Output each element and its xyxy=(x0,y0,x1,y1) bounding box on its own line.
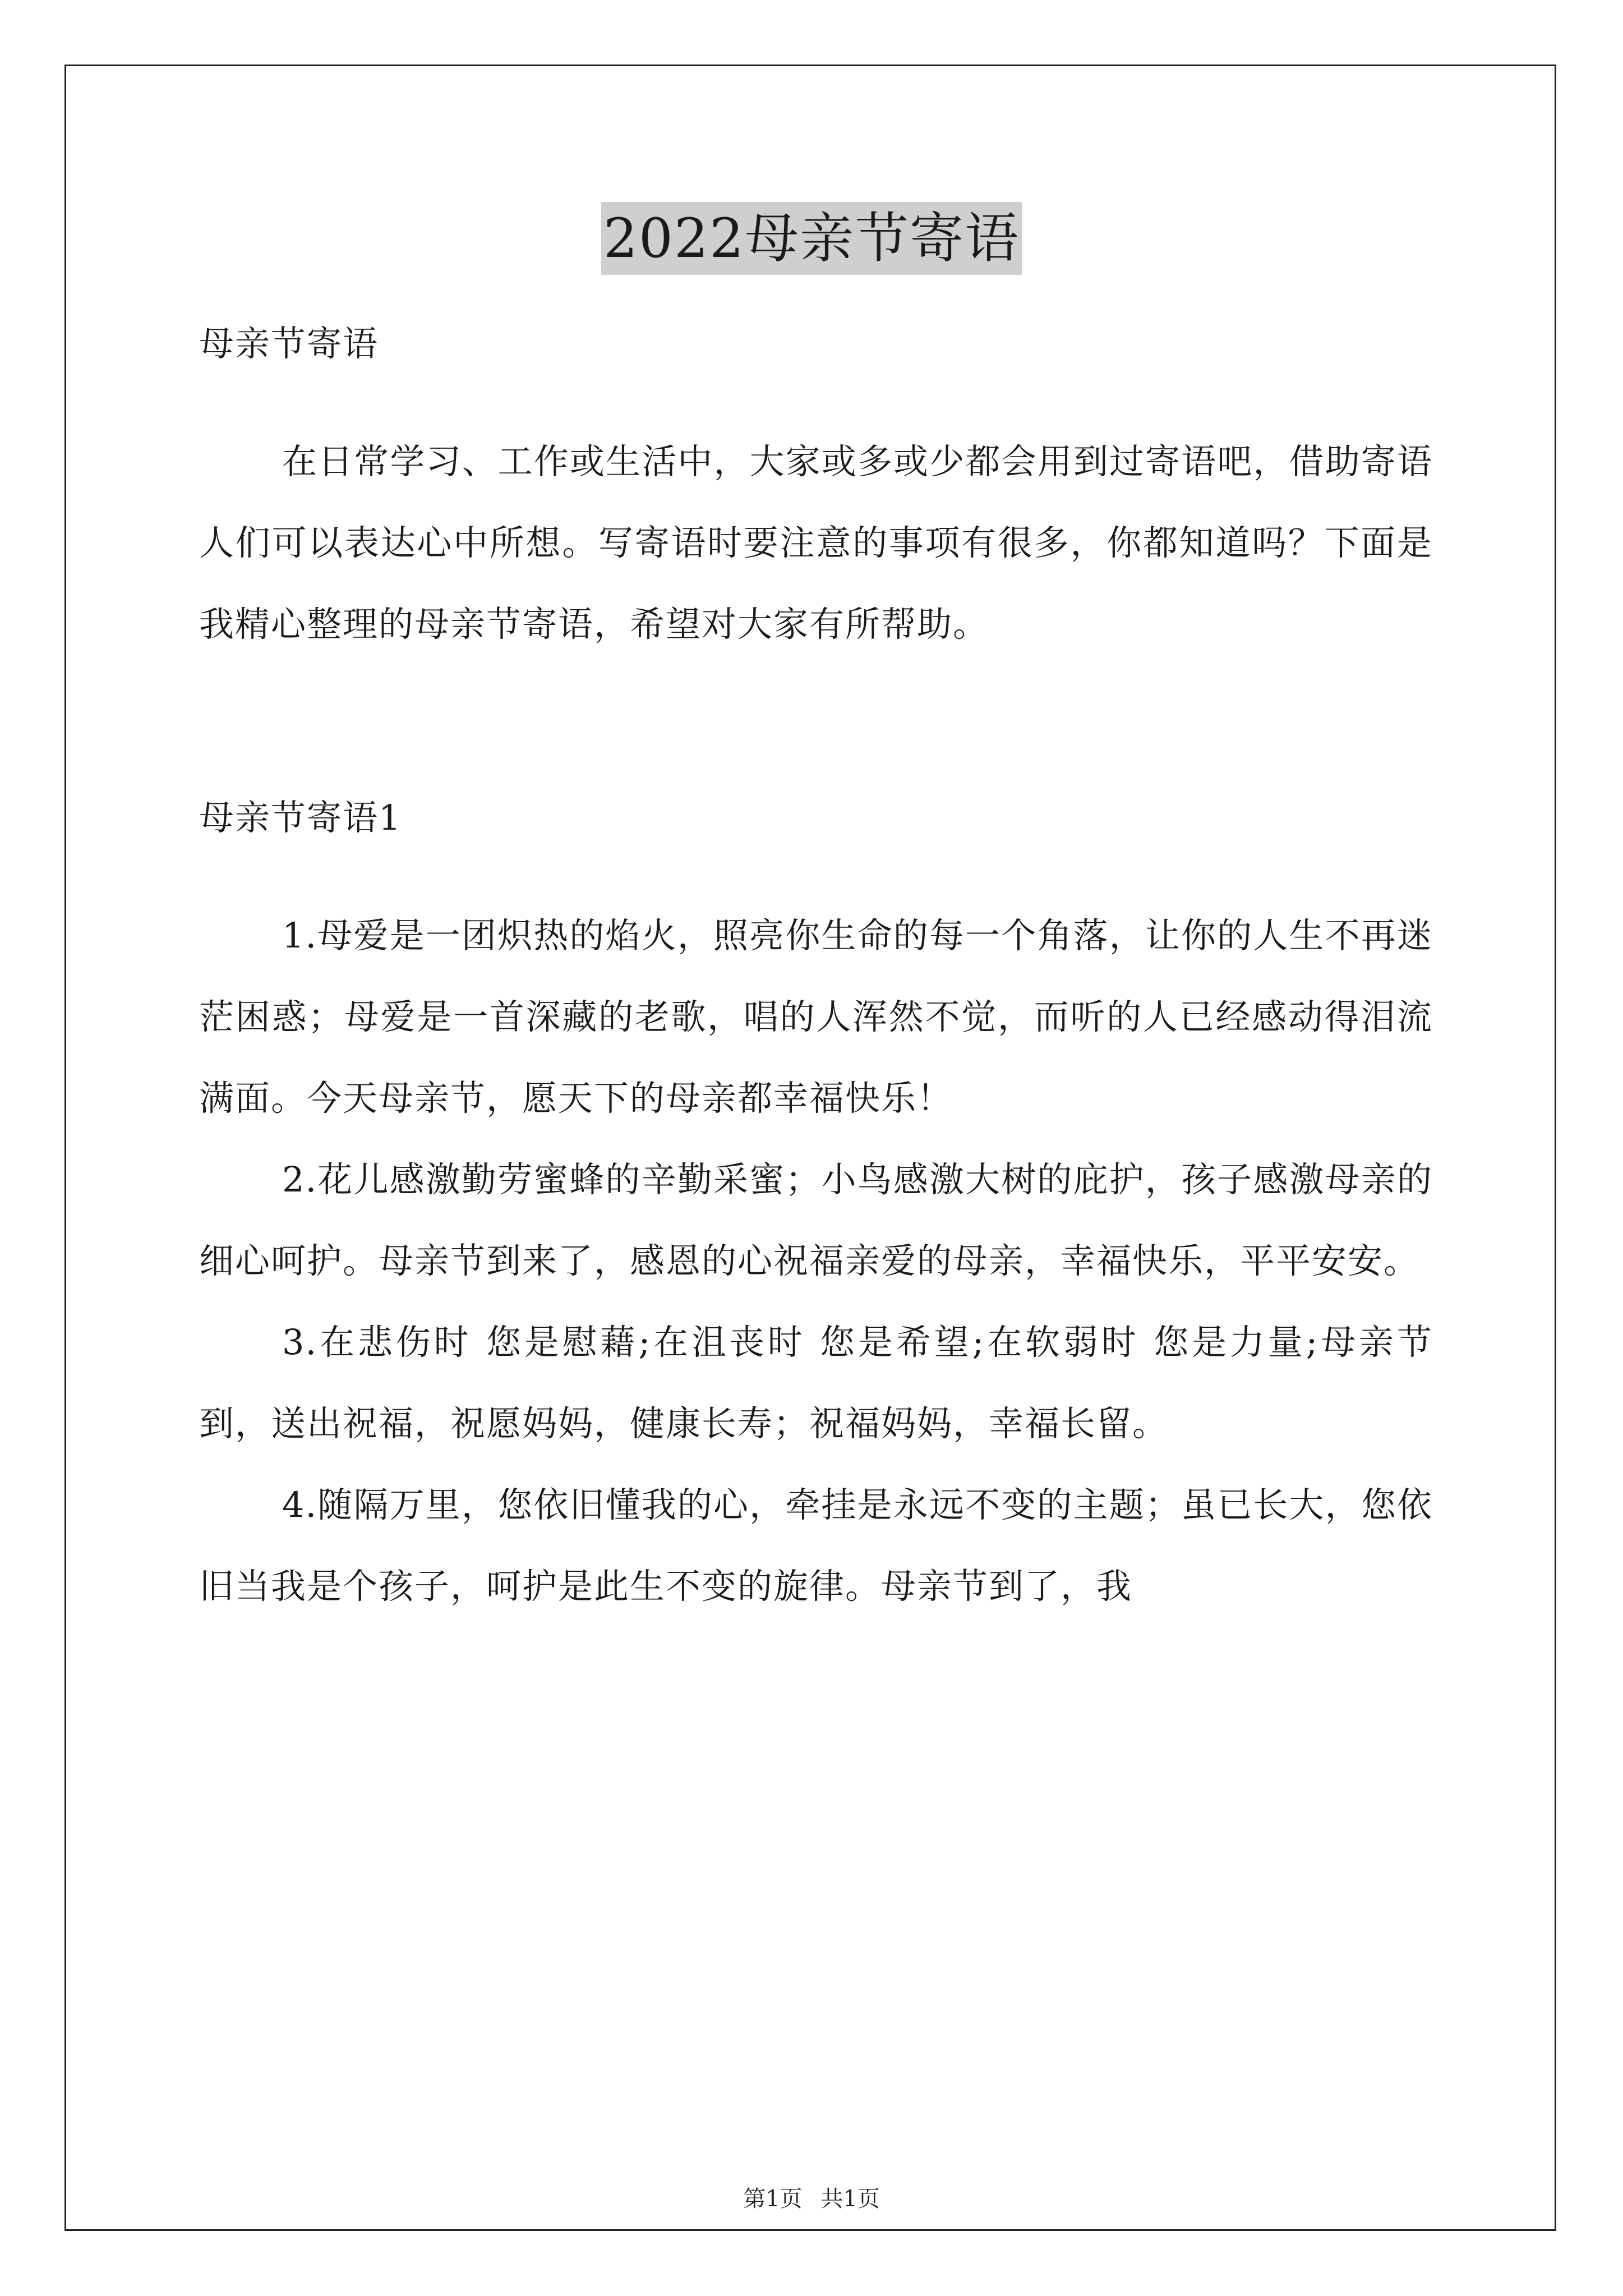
intro-paragraph: 在日常学习、工作或生活中，大家或多或少都会用到过寄语吧，借助寄语人们可以表达心中所想。写寄语时要注意的事项有很多，你都知道吗？下面是我精心整理的母亲节寄语，希望对大家有所帮助。 xyxy=(199,441,1433,645)
section-heading: 母亲节寄语1 xyxy=(199,797,402,838)
list-item: 1.母爱是一团炽热的焰火，照亮你生命的每一个角落，让你的人生不再迷茫困惑；母爱是一首深藏的老歌，唱的人浑然不觉，而听的人已经感动得泪流满面。今天母亲节，愿天下的母亲都幸福快乐！ xyxy=(199,915,1433,1119)
page-number-current: 第1页 xyxy=(743,2186,803,2212)
list-item: 4.随隔万里，您依旧懂我的心，牵挂是永远不变的主题；虽已长大，您依旧当我是个孩子，呵护是此生不变的旋律。母亲节到了，我 xyxy=(199,1484,1433,1607)
list-item: 3.在悲伤时 您是慰藉;在沮丧时 您是希望;在软弱时 您是力量;母亲节到，送出祝福，祝愿妈妈，健康长寿；祝福妈妈，幸福长留。 xyxy=(199,1322,1433,1444)
page-number-total: 共1页 xyxy=(820,2186,880,2212)
list-item: 2.花儿感激勤劳蜜蜂的辛勤采蜜；小鸟感激大树的庇护，孩子感激母亲的细心呵护。母亲节到来了，感恩的心祝福亲爱的母亲，幸福快乐，平平安安。 xyxy=(199,1159,1433,1281)
title-container xyxy=(0,202,1623,275)
document-body xyxy=(199,303,1433,1627)
subtitle: 母亲节寄语 xyxy=(199,323,379,364)
page-footer xyxy=(0,2185,1623,2213)
document-title: 2022母亲节寄语 xyxy=(601,202,1022,275)
